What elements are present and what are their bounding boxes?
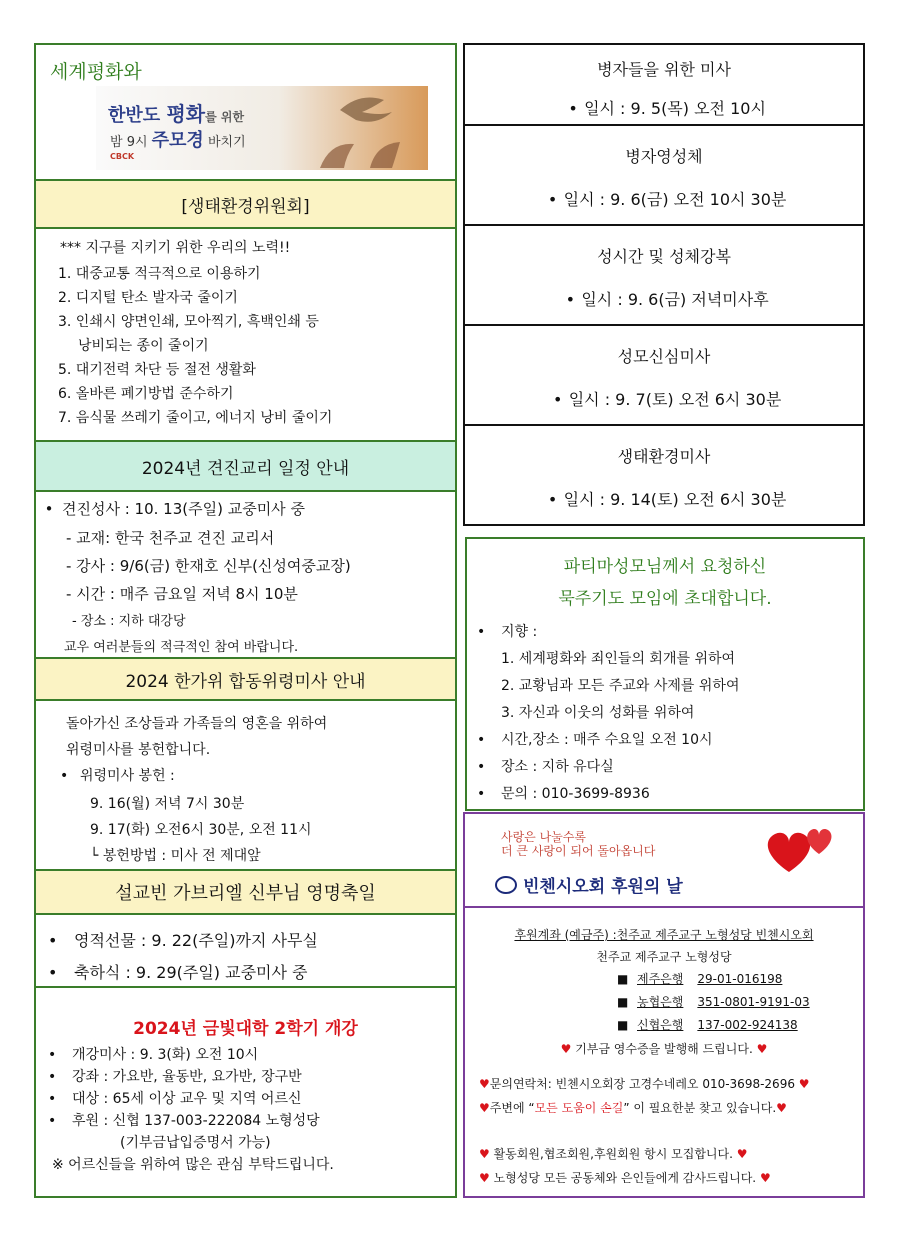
fatima-item: 시간,장소 : 매주 수요일 오전 10시: [501, 732, 713, 748]
heart-icon: ♥: [798, 1077, 810, 1091]
mass-date: 일시 : 9. 6(금) 저녁미사후: [581, 290, 769, 309]
contact-text: 문의연락처: 빈첸시오회장 고경수네레오 010-3698-2696: [489, 1077, 795, 1091]
fatima-item: 장소 : 지하 유다실: [501, 759, 614, 775]
help-text: 주변에 “: [489, 1101, 535, 1115]
list-item: 2. 디지털 탄소 발자국 줄이기: [58, 290, 238, 306]
mass-box: [463, 424, 865, 526]
vincent-section: [463, 906, 865, 1198]
banner-text: 평화: [166, 102, 206, 126]
list-item: - 시간 : 매주 금요일 저녁 8시 10분: [66, 585, 298, 603]
list-item: 3. 자신과 이웃의 성화를 위하여: [501, 705, 695, 721]
fatima-title: 묵주기도 모임에 초대합니다.: [558, 589, 772, 609]
confirm-list: [66, 524, 351, 636]
peace-banner: [96, 86, 428, 170]
peace-title: 세계평화와: [50, 61, 142, 83]
list-item: - 장소 : 지하 대강당: [72, 614, 186, 629]
mass-box: [463, 43, 865, 126]
bank-row: ■ 신협은행 137-002-924138: [617, 1014, 810, 1037]
fatima-title: 파티마성모님께서 요청하신: [563, 557, 767, 577]
account-line: 천주교 제주교구 노형성당: [596, 950, 732, 964]
list-item: 6. 올바른 폐기방법 준수하기: [58, 386, 234, 402]
banner-text: 더 큰 사랑이 되어 돌아옵니다: [501, 844, 656, 858]
list-item: 낭비되는 종이 줄이기: [78, 338, 209, 354]
mass-title: 병자영성체: [625, 147, 703, 166]
list-item: - 강사 : 9/6(금) 한재호 신부(신성여중교장): [66, 557, 351, 575]
list-item: 2. 교황님과 모든 주교와 사제를 위하여: [501, 678, 740, 694]
bank-row: ■ 농협은행 351-0801-9191-03: [617, 991, 810, 1014]
mass-date: 일시 : 9. 7(토) 오전 6시 30분: [568, 390, 782, 409]
chuseok-bullet: 위령미사 봉헌 :: [80, 768, 175, 784]
heart-icon: ♥: [479, 1077, 490, 1091]
mass-title: 성시간 및 성체강복: [597, 247, 731, 266]
list-item: 5. 대기전력 차단 등 절전 생활화: [58, 362, 256, 378]
college-item: 후원 : 신협 137-003-222084 노형성당: [72, 1113, 320, 1129]
list-item: 9. 17(화) 오전6시 30분, 오전 11시: [90, 822, 312, 838]
peace-section: [36, 45, 455, 179]
square-icon: ■: [617, 1018, 629, 1032]
banner-text: 주모경: [151, 130, 204, 151]
bank-row: ■ 제주은행 29-01-016198: [617, 968, 810, 991]
left-column: [34, 43, 457, 1198]
square-icon: ■: [617, 972, 629, 986]
feast-item: 영적선물 : 9. 22(주일)까지 사무실: [74, 931, 318, 950]
banner-text: 한반도: [108, 105, 167, 126]
banner-text: 바치기: [203, 135, 246, 150]
banner-text: 를 위한: [205, 110, 245, 124]
list-item: └ 봉헌방법 : 미사 전 제대앞: [90, 848, 261, 864]
chuseok-list: [90, 791, 312, 869]
mass-box: [463, 124, 865, 226]
mass-date: 일시 : 9. 6(금) 오전 10시 30분: [563, 190, 787, 209]
dove-hands-icon: [300, 90, 420, 168]
college-item: 개강미사 : 9. 3(화) 오전 10시: [72, 1047, 259, 1063]
heart-icon: ♥: [479, 1171, 490, 1185]
mass-title: 생태환경미사: [617, 447, 711, 466]
fatima-item: 문의 : 010-3699-8936: [501, 786, 650, 802]
thanks-text: 노형성당 모든 공동체와 은인들에게 감사드립니다.: [493, 1171, 757, 1185]
list-item: - 교재: 한국 천주교 견진 교리서: [66, 529, 275, 547]
college-section: 2024년 금빛대학 2학기 개강 • 개강미사 : 9. 3(화) 오전 10시 • 강좌 : 가요반, 율동반, 요가반, 장구반 • 대상 : 65세 이상 교우 및 지역 어르신 • 후원 : 신협 137-003-222084 노형성당 (기부금납입증명서 가능) ※ 어르신들을 위하여 많은 관심 부탁드립니다.: [36, 986, 455, 1196]
heart-icon: ♥: [759, 1171, 771, 1185]
feast-header: 설교빈 가브리엘 신부님 영명축일: [36, 869, 455, 913]
chuseok-section: 돌아가신 조상들과 가족들의 영혼을 위하여 위령미사를 봉헌합니다. • 위령미사 봉헌 : 9. 16(월) 저녁 7시 30분 9. 17(화) 오전6시 30분, 오전 11시 └ 봉헌방법 : 미사 전 제대앞: [36, 699, 455, 869]
banner-text: 사랑은 나눌수록: [501, 830, 586, 844]
fatima-aim: 지향 :: [501, 624, 538, 640]
heart-icon: ♥: [560, 1042, 572, 1056]
chuseok-intro: 위령미사를 봉헌합니다.: [66, 742, 211, 758]
confirm-main: 견진성사 : 10. 13(주일) 교중미사 중: [62, 500, 305, 518]
mass-title: 병자들을 위한 미사: [597, 60, 731, 79]
receipt-text: 기부금 영수증을 발행해 드립니다.: [575, 1042, 753, 1056]
banner-text: 밤 9시: [110, 135, 152, 150]
cbck-logo: CBCK: [110, 152, 135, 161]
hearts-icon: [761, 822, 841, 878]
list-item: 9. 16(월) 저녁 7시 30분: [90, 796, 245, 812]
heart-icon: ♥: [756, 1042, 768, 1056]
vincent-logo-icon: [495, 876, 517, 894]
mass-box: [463, 324, 865, 426]
list-item: 1. 세계평화와 죄인들의 회개를 위하여: [501, 651, 736, 667]
confirm-section: • 견진성사 : 10. 13(주일) 교중미사 중 - 교재: 한국 천주교 견진 교리서 - 강사 : 9/6(금) 한재호 신부(신성여중교장) - 시간 : 매주 금요일 저녁 8시 10분 - 장소 : 지하 대강당 교우 여러분들의 적극적인 참여 바랍니다.: [36, 490, 455, 657]
feast-section: • 영적선물 : 9. 22(주일)까지 사무실 • 축하식 : 9. 29(주일) 교중미사 중: [36, 913, 455, 986]
heart-icon: ♥: [479, 1101, 490, 1115]
confirm-footer: 교우 여러분들의 적극적인 참여 바랍니다.: [64, 640, 299, 655]
college-sub: (기부금납입증명서 가능): [120, 1135, 271, 1151]
college-item: 대상 : 65세 이상 교우 및 지역 어르신: [72, 1091, 302, 1107]
recruit-text: 활동회원,협조회원,후원회원 항시 모집합니다.: [493, 1147, 733, 1161]
list-item: 3. 인쇄시 양면인쇄, 모아찍기, 흑백인쇄 등: [58, 314, 319, 330]
list-item: 1. 대중교통 적극적으로 이용하기: [58, 266, 261, 282]
help-text: 모든 도움이 손길: [534, 1101, 624, 1115]
heart-icon: ♥: [776, 1101, 787, 1115]
confirm-header: 2024년 견진교리 일정 안내: [36, 440, 455, 490]
chuseok-header: 2024 한가위 합동위령미사 안내: [36, 657, 455, 699]
heart-icon: ♥: [736, 1147, 748, 1161]
banner-title: 빈첸시오회 후원의 날: [523, 877, 683, 897]
college-note: ※ 어르신들을 위하여 많은 관심 부탁드립니다.: [52, 1157, 334, 1173]
college-header: 2024년 금빛대학 2학기 개강: [133, 1019, 358, 1039]
eco-section: [36, 227, 455, 440]
eco-list: [58, 262, 332, 430]
mass-date: 일시 : 9. 14(토) 오전 6시 30분: [563, 490, 787, 509]
eco-intro: *** 지구를 지키기 위한 우리의 노력!!: [60, 240, 291, 256]
help-text: ” 이 필요한분 찾고 있습니다.: [623, 1101, 777, 1115]
square-icon: ■: [617, 995, 629, 1009]
heart-icon: ♥: [479, 1147, 490, 1161]
college-item: 강좌 : 가요반, 율동반, 요가반, 장구반: [72, 1069, 302, 1085]
account-line: 후원계좌 (예금주) :천주교 제주교구 노형성당 빈첸시오회: [514, 928, 814, 942]
chuseok-intro: 돌아가신 조상들과 가족들의 영혼을 위하여: [66, 716, 328, 732]
fatima-section: 파티마성모님께서 요청하신 묵주기도 모임에 초대합니다. • 지향 : 1. 세계평화와 죄인들의 회개를 위하여 2. 교황님과 모든 주교와 사제를 위하여 3. 자신과 이웃의 성화를 위하여 • 시간,장소 : 매주 수요일 오전 10시 • 장소 : 지하 유다실 • 문의 : 010-3699-8936: [465, 537, 865, 811]
mass-date: 일시 : 9. 5(목) 오전 10시: [584, 99, 766, 118]
mass-box: [463, 224, 865, 326]
feast-item: 축하식 : 9. 29(주일) 교중미사 중: [74, 963, 308, 982]
vincent-banner: [463, 812, 865, 908]
mass-title: 성모신심미사: [617, 347, 711, 366]
list-item: 7. 음식물 쓰레기 줄이고, 에너지 낭비 줄이기: [58, 410, 333, 426]
eco-header: [생태환경위원회]: [36, 179, 455, 227]
